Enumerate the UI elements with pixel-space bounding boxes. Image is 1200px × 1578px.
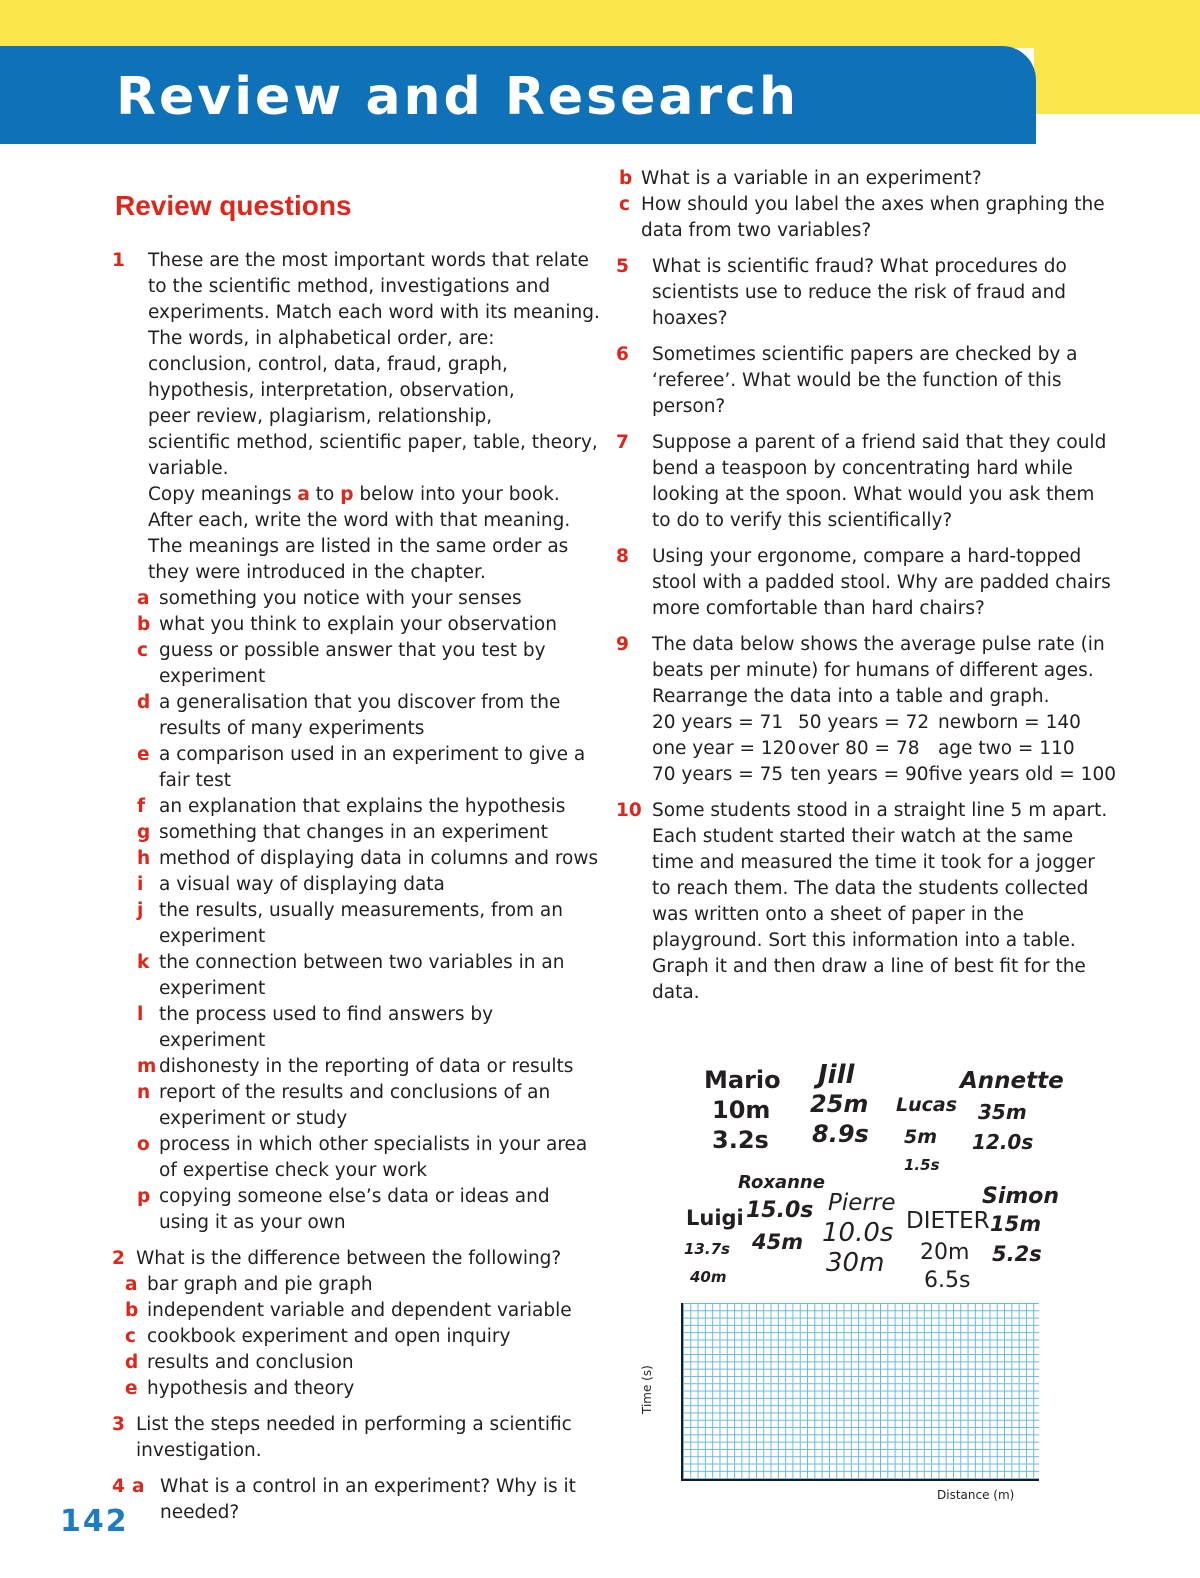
sub-item xyxy=(137,1184,602,1236)
question-1 xyxy=(112,248,602,1236)
sub-text: something that changes in an experiment xyxy=(159,822,548,843)
q1-line: conclusion, control, data, fraud, graph, xyxy=(148,354,508,375)
sub-letter: f xyxy=(137,796,146,817)
sub-text: what you think to explain your observation xyxy=(159,614,557,635)
sub-item xyxy=(125,1298,602,1324)
sub-letter: c xyxy=(125,1326,136,1347)
sub-letter: m xyxy=(137,1056,157,1077)
sub-text: hypothesis and theory xyxy=(147,1378,355,1399)
sub-item xyxy=(137,1132,602,1184)
sub-letter: e xyxy=(137,744,150,765)
sub-item xyxy=(137,742,602,794)
note-dist-dieter: 20m xyxy=(920,1240,970,1265)
q1-line: scientific method, scientific paper, table, theory, xyxy=(148,432,598,453)
sub-text: report of the results and conclusions of an experiment or study xyxy=(159,1082,551,1129)
note-time-simon: 5.2s xyxy=(992,1242,1042,1266)
section-heading: Review questions xyxy=(115,190,352,221)
pulse-data-cell: 20 years = 71 xyxy=(652,712,784,733)
sub-letter: b xyxy=(125,1300,139,1321)
note-name-roxanne: Roxanne xyxy=(738,1172,825,1193)
sub-item xyxy=(137,586,602,612)
question-number: 9 xyxy=(616,634,629,655)
right-column xyxy=(616,166,1116,1016)
question-number: 5 xyxy=(616,256,629,277)
question-4-continued xyxy=(616,166,1116,244)
sub-text: copying someone else’s data or ideas and using it as your own xyxy=(159,1186,550,1233)
sub-item xyxy=(125,1324,602,1350)
note-time-lucas: 1.5s xyxy=(904,1156,940,1174)
pulse-data-cell: newborn = 140 xyxy=(938,712,1081,733)
question-10 xyxy=(616,798,1116,1006)
pulse-data-cell: age two = 110 xyxy=(938,738,1075,759)
sub-item xyxy=(137,872,602,898)
q1-copy-instruction: Copy meanings a to p below into your book. xyxy=(148,484,560,505)
note-name-jill: Jill xyxy=(818,1060,855,1090)
sub-letter: n xyxy=(137,1082,151,1103)
sub-item xyxy=(137,1002,602,1054)
sub-text: a generalisation that you discover from the results of many experiments xyxy=(159,692,561,739)
sub-item xyxy=(137,898,602,950)
question-number: 1 xyxy=(112,250,125,271)
pulse-data-row xyxy=(652,710,1116,736)
note-name-simon: Simon xyxy=(982,1184,1060,1209)
note-name-luigi: Luigi xyxy=(686,1206,744,1230)
sub-text: process in which other specialists in your area of expertise check your work xyxy=(159,1134,588,1181)
question-5 xyxy=(616,254,1116,332)
question-2 xyxy=(112,1246,602,1402)
sub-letter: l xyxy=(137,1004,144,1025)
sub-item xyxy=(137,1054,602,1080)
sub-question xyxy=(132,1474,602,1526)
y-axis-label: Time (s) xyxy=(640,1365,654,1414)
question-number: 6 xyxy=(616,344,629,365)
sub-letter: o xyxy=(137,1134,150,1155)
question-6 xyxy=(616,342,1116,420)
sub-text: dishonesty in the reporting of data or results xyxy=(159,1056,574,1077)
pulse-data-cell: 70 years = 75 xyxy=(652,764,784,785)
question-9 xyxy=(616,632,1116,788)
q1-line: The words, in alphabetical order, are: xyxy=(148,328,495,349)
pulse-data-cell: over 80 = 78 xyxy=(798,738,920,759)
q1-line: they were introduced in the chapter. xyxy=(148,562,486,583)
q1-line: hypothesis, interpretation, observation, xyxy=(148,380,515,401)
q1-line: These are the most important words that relate xyxy=(148,250,589,271)
q2-text: What is the difference between the following? xyxy=(136,1248,562,1269)
sub-item xyxy=(137,1080,602,1132)
pulse-data-cell: one year = 120 xyxy=(652,738,797,759)
sub-text: the process used to find answers by experiment xyxy=(159,1004,494,1051)
sub-letter: a xyxy=(125,1274,138,1295)
note-name-dieter: DIETER xyxy=(906,1208,990,1234)
q1-line: to the scientific method, investigations and xyxy=(148,276,551,297)
note-dist-lucas: 5m xyxy=(904,1126,938,1148)
sub-letter: a xyxy=(132,1476,145,1497)
pulse-data-cell: five years old = 100 xyxy=(928,764,1116,785)
sub-letter: g xyxy=(137,822,151,843)
note-time-luigi: 13.7s xyxy=(684,1240,730,1258)
q10-text: Some students stood in a straight line 5 m apart. Each student started their watch at the same time and measured the time it took for a jogger to reach them. The data the students collected was written onto a sheet of paper in the playground. Sort this information into a table. Graph it and then draw a line of best fit for the data. xyxy=(652,800,1108,1003)
sub-text: the results, usually measurements, from an experiment xyxy=(159,900,563,947)
sub-text: guess or possible answer that you test by experiment xyxy=(159,640,546,687)
sub-item xyxy=(125,1350,602,1376)
question-3 xyxy=(112,1412,602,1464)
sub-letter: d xyxy=(137,692,151,713)
sub-item xyxy=(125,1376,602,1402)
sub-text: bar graph and pie graph xyxy=(147,1274,373,1295)
sub-letter: a xyxy=(137,588,150,609)
header-yellow-corner xyxy=(1034,48,1200,114)
q2-items-list xyxy=(125,1272,602,1402)
note-dist-mario: 10m xyxy=(712,1096,771,1124)
pulse-data-row xyxy=(652,736,1116,762)
pulse-data-cell: ten years = 90 xyxy=(790,764,929,785)
q1-meanings-list xyxy=(137,586,602,1236)
question-number: 4 xyxy=(112,1476,125,1497)
sub-text: How should you label the axes when graphing the data from two variables? xyxy=(641,194,1105,241)
sub-item xyxy=(619,166,1116,192)
note-name-pierre: Pierre xyxy=(828,1190,896,1216)
sub-text: the connection between two variables in an experiment xyxy=(159,952,565,999)
pulse-data-row xyxy=(652,762,1116,788)
sub-text: a visual way of displaying data xyxy=(159,874,445,895)
sub-letter: b xyxy=(619,168,633,189)
q1-line: After each, write the word with that meaning. xyxy=(148,510,571,531)
pulse-data-cell: 50 years = 72 xyxy=(798,712,930,733)
q7-text: Suppose a parent of a friend said that they could bend a teaspoon by concentrating hard while looking at the spoon. What would you ask them to do to verify this scientifically? xyxy=(652,432,1107,531)
sub-text: something you notice with your senses xyxy=(159,588,522,609)
sub-letter: j xyxy=(137,900,144,921)
question-number: 2 xyxy=(112,1248,125,1269)
sub-item xyxy=(137,638,602,690)
sub-item xyxy=(619,192,1116,244)
note-dist-simon: 15m xyxy=(990,1212,1042,1236)
sub-letter: e xyxy=(125,1378,138,1399)
q1-line: peer review, plagiarism, relationship, xyxy=(148,406,493,427)
note-name-lucas: Lucas xyxy=(896,1094,958,1116)
sub-item xyxy=(137,690,602,742)
sub-text: What is a variable in an experiment? xyxy=(641,168,982,189)
q4-items-list xyxy=(619,166,1116,244)
x-axis-label: Distance (m) xyxy=(937,1488,1015,1502)
sub-text: cookbook experiment and open inquiry xyxy=(147,1326,511,1347)
sub-letter: k xyxy=(137,952,150,973)
note-time-dieter: 6.5s xyxy=(924,1268,971,1293)
question-number: 10 xyxy=(616,800,642,821)
question-number: 8 xyxy=(616,546,629,567)
header-yellow-band xyxy=(0,0,1200,48)
sub-item xyxy=(137,794,602,820)
note-time-pierre: 10.0s xyxy=(822,1218,894,1248)
sub-item xyxy=(137,846,602,872)
sub-item xyxy=(137,612,602,638)
q5-text: What is scientific fraud? What procedures do scientists use to reduce the risk of fraud and hoaxes? xyxy=(652,256,1067,329)
note-dist-annette: 35m xyxy=(978,1100,1027,1124)
note-dist-jill: 25m xyxy=(810,1090,869,1118)
page-title: Review and Research xyxy=(116,67,799,127)
sub-text: results and conclusion xyxy=(147,1352,354,1373)
sub-letter: c xyxy=(137,640,148,661)
sub-letter: p xyxy=(137,1186,151,1207)
sub-letter: b xyxy=(137,614,151,635)
note-time-mario: 3.2s xyxy=(712,1126,769,1154)
q8-text: Using your ergonome, compare a hard-topped stool with a padded stool. Why are padded chairs more comfortable than hard chairs? xyxy=(652,546,1111,619)
note-dist-luigi: 40m xyxy=(690,1268,727,1286)
graph-paper-grid xyxy=(681,1303,1039,1481)
note-time-jill: 8.9s xyxy=(812,1120,869,1148)
sub-text: method of displaying data in columns and rows xyxy=(159,848,599,869)
left-column xyxy=(112,188,602,1536)
question-number: 3 xyxy=(112,1414,125,1435)
pulse-data xyxy=(652,710,1116,788)
note-time-roxanne: 15.0s xyxy=(746,1198,814,1223)
q3-text: List the steps needed in performing a scientific investigation. xyxy=(136,1414,572,1461)
sub-item xyxy=(137,950,602,1002)
sub-item xyxy=(125,1272,602,1298)
q9-text: The data below shows the average pulse rate (in beats per minute) for humans of different ages. Rearrange the data into a table and graph. xyxy=(652,634,1105,707)
question-4a xyxy=(112,1474,602,1526)
q1-line: experiments. Match each word with its meaning. xyxy=(148,302,600,323)
note-dist-roxanne: 45m xyxy=(752,1230,804,1254)
q1-line: The meanings are listed in the same order as xyxy=(148,536,569,557)
question-number: 7 xyxy=(616,432,629,453)
sub-text: What is a control in an experiment? Why is it needed? xyxy=(160,1476,576,1523)
note-dist-pierre: 30m xyxy=(826,1248,885,1278)
sub-letter: h xyxy=(137,848,151,869)
question-8 xyxy=(616,544,1116,622)
sub-text: independent variable and dependent variable xyxy=(147,1300,572,1321)
sub-letter: c xyxy=(619,194,630,215)
q1-line: variable. xyxy=(148,458,229,479)
q6-text: Sometimes scientific papers are checked by a ‘referee’. What would be the function of this person? xyxy=(652,344,1078,417)
sub-text: an explanation that explains the hypothesis xyxy=(159,796,566,817)
sub-letter: i xyxy=(137,874,144,895)
note-time-annette: 12.0s xyxy=(972,1130,1034,1154)
page-number: 142 xyxy=(60,1504,129,1539)
sub-text: a comparison used in an experiment to give a fair test xyxy=(159,744,586,791)
note-name-annette: Annette xyxy=(960,1068,1064,1094)
sub-letter: d xyxy=(125,1352,139,1373)
note-name-mario: Mario xyxy=(704,1066,781,1094)
sub-item xyxy=(137,820,602,846)
question-7 xyxy=(616,430,1116,534)
